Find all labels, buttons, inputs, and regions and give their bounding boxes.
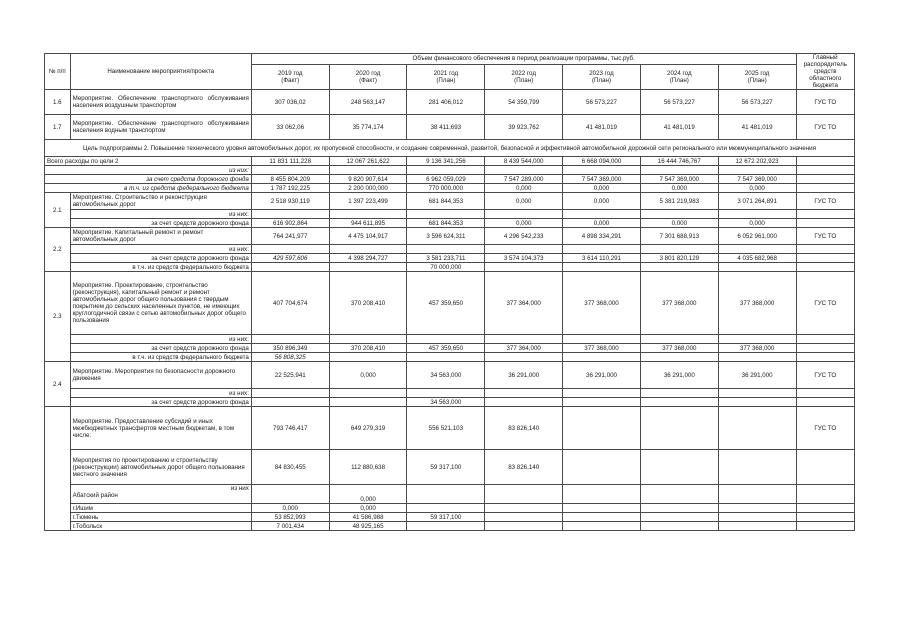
header-num: № п/п <box>45 54 71 90</box>
table-row: из них: <box>45 210 855 219</box>
table-row: 2.2 Мероприятие. Капитальный ремонт и ремонт автомобильных дорог 764 241,977 4 475 104,917 3 596 624,311 4 296 542,233 4 898 334,291 7 301 688,913 6 052 961,000 ГУС ТО <box>45 228 855 245</box>
budget-sheet <box>44 53 855 531</box>
year-2021: 2021 год (План) <box>407 64 485 89</box>
year-2024: 2024 год (План) <box>640 64 718 89</box>
table-row: из них: <box>45 166 855 175</box>
table-row: г.Тюмень 53 852,993 41 586,988 59 317,100 <box>45 513 855 522</box>
table-row: г.Ишим 0,000 0,000 <box>45 504 855 513</box>
table-header-row <box>45 54 855 65</box>
year-2022: 2022 год (План) <box>485 64 563 89</box>
table-row: Мероприятия по проектированию и строительству (реконструкции) автомобильных дорог общего пользования местного значения 84 830,455 112 880,638 59 317,100 83 826,140 <box>45 450 855 485</box>
table-row: за счет средств дорожного фонда 616 902,864 944 611,895 681 844,353 0,000 0,000 0,000 0,000 <box>45 219 855 228</box>
total-row: Всего расходы по цели 2 11 831 111,228 12 067 261,622 9 136 341,256 8 439 544,000 6 668 094,000 16 444 746,767 12 672 202,923 <box>45 157 855 166</box>
year-2020: 2020 год (Факт) <box>329 64 407 89</box>
table-row: г.Тобольск 7 001,434 48 925,165 <box>45 522 855 531</box>
header-manager: Главный распорядитель средств областного бюджета <box>796 54 854 90</box>
table-row: из них Абатский район 0,000 <box>45 485 855 504</box>
table-row: из них: <box>45 245 855 254</box>
table-row: 2.1 Мероприятие. Строительство и реконструкция автомобильных дорог 2 518 930,119 1 397 223,499 681 844,353 0,000 0,000 5 381 219,983 3 071 264,891 ГУС ТО <box>45 193 855 210</box>
table-row: из них: <box>45 335 855 344</box>
table-row: в т.ч. из средств федерального бюджета 1 787 192,225 2 200 000,000 770 000,000 0,000 0,000 0,000 0,000 <box>45 184 855 193</box>
table-row: в т.ч. из средств федерального бюджета 56 808,325 <box>45 353 855 362</box>
table-row: 1.7 Мероприятие. Обеспечение транспортного обслуживания населения водным транспортом 33 062,06 35 774,174 38 411,693 39 923,762 41 481,019 41 481,019 41 481,019 ГУС ТО <box>45 115 855 140</box>
table-row: Мероприятие. Предоставление субсидий и иных межбюджетных трансфертов местным бюджетам, в том числе: 793 746,417 649 279,319 556 521,103 83 826,140 ГУС ТО <box>45 407 855 450</box>
table-row: 1.6 Мероприятие. Обеспечение транспортного обслуживания населения воздушным транспортом 307 036,02 248 563,147 281 406,012 54 359,799 56 573,227 56 573,227 56 573,227 ГУС ТО <box>45 90 855 115</box>
goal-row: Цель подпрограммы 2. Повышение технического уровня автомобильных дорог, их пропускной способности, и создание современной, развитой, безопасной и эффективной автомобильной дорожной сети регионального или межмуниципального значения <box>45 140 855 157</box>
table-row: за счет средств дорожного фонда 429 597,606 4 398 294,727 3 581 233,711 3 574 104,373 3 614 110,291 3 801 820,129 4 035 682,968 <box>45 254 855 263</box>
year-2019: 2019 год (Факт) <box>251 64 329 89</box>
table-row: за счет средств дорожного фонда 350 896,349 370 208,410 457 359,650 377 364,000 377 368,000 377 368,000 377 368,000 <box>45 344 855 353</box>
table-row: 2.4 Мероприятие. Мероприятия по безопасности дорожного движения 22 525,941 0,000 34 563,000 36 291,000 36 291,000 36 291,000 36 291,000 ГУС ТО <box>45 362 855 389</box>
budget-table <box>44 53 855 531</box>
table-row: в т.ч. из средств федерального бюджета 70 000,000 <box>45 263 855 272</box>
table-row: за счет средств дорожного фонда 34 563,000 <box>45 398 855 407</box>
table-row: за счет средств дорожного фонда 8 455 804,209 9 820 907,614 6 962 059,029 7 547 289,000 7 547 369,000 7 547 369,000 7 547 369,000 <box>45 175 855 184</box>
header-volume: Объем финансового обеспечения в период реализации программы, тыс.руб. <box>251 54 796 65</box>
year-2025: 2025 год (План) <box>718 64 796 89</box>
table-row: из них: <box>45 389 855 398</box>
header-name: Наименование мероприятия/проекта <box>70 54 251 90</box>
year-2023: 2023 год (План) <box>563 64 641 89</box>
table-row: 2.3 Мероприятие. Проектирование, строительство (реконструкция), капитальный ремонт и ремонт автомобильных дорог общего пользования с твердым покрытием до сельских населенных пунктов, не имеющих круглогодичной связи с сетью автомобильных дорог общего пользования 407 704,674 370 208,410 457 359,650 377 364,000 377 368,000 377 368,000 377 368,000 ГУС ТО <box>45 272 855 335</box>
